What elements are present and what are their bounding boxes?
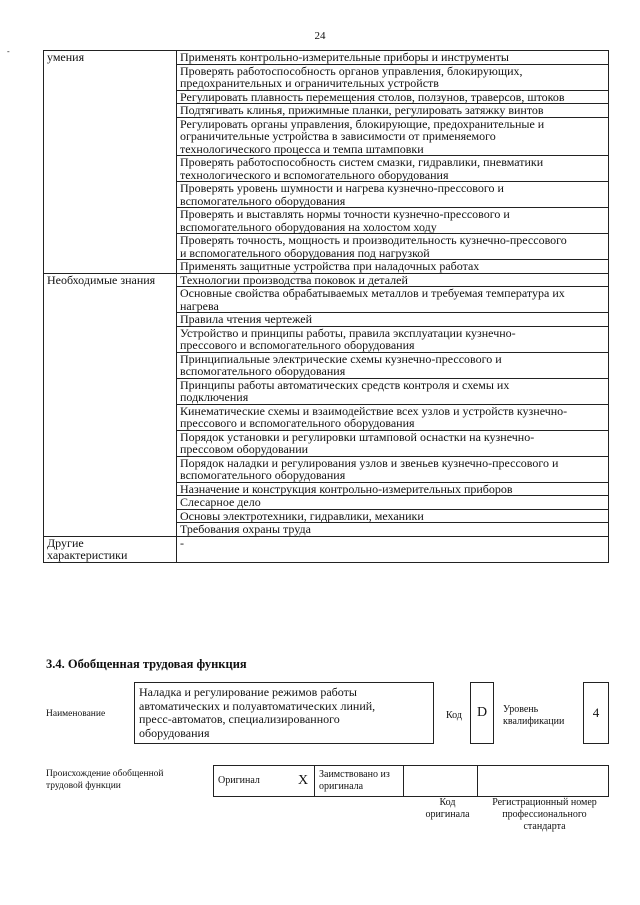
item-text-line: Назначение и конструкция контрольно-измерительных приборов [180,481,513,496]
function-name-line: Наладка и регулирование режимов работы [139,685,357,699]
item-cell [177,404,609,430]
original-label: Оригинал [214,766,293,797]
item-text-line: вспомогательного оборудования на холостом ходу [180,219,437,234]
row-group-label-line: характеристики [47,548,128,562]
item-text-line: Применять защитные устройства при наладочных работах [180,259,480,273]
skills-knowledge-table [43,50,609,563]
table-row [44,536,609,562]
origin-label-line: трудовой функции [46,781,121,791]
table-row [44,273,609,287]
item-text-line: прессового и вспомогательного оборудования [180,416,415,430]
item-text-line: Порядок установки и регулировки штамповой оснастки на кузнечно- [180,429,535,444]
item-cell [177,273,609,287]
item-text-line: Кинематические схемы и взаимодействие всех узлов и устройств кузнечно- [180,403,568,418]
original-code-cell [404,766,478,797]
qualification-level-value: 4 [583,682,609,744]
level-label-line: Уровень [503,704,539,715]
item-text-line: технологического и вспомогательного оборудования [180,167,449,182]
item-text-line: Правила чтения чертежей [180,312,313,326]
item-cell [177,104,609,118]
item-text-line: Технологии производства поковок и деталей [180,272,408,287]
item-text-line: нагрева [180,298,219,313]
table-row [44,51,609,65]
margin-mark: - [7,47,10,56]
origin-label-line: Происхождение обобщенной [46,769,164,779]
item-text-line: вспомогательного оборудования [180,193,346,208]
item-text-line: прессового и вспомогательного оборудования [180,338,415,352]
function-name-box [134,682,434,744]
function-name-line: оборудования [139,725,210,740]
item-cell [177,523,609,537]
section-title: 3.4. Обобщенная трудовая функция [46,657,247,671]
item-cell [177,496,609,510]
item-text-line: Проверять работоспособность органов управления, блокирующих, [180,63,523,78]
item-text-line: прессовом оборудовании [180,442,309,456]
qualification-level-label [503,704,583,728]
item-cell [177,430,609,456]
code-caption-line: Код [439,797,456,808]
item-text-line: Проверять уровень шумности и нагрева кузнечно-прессового и [180,181,504,195]
item-text-line: Основные свойства обрабатываемых металлов и требуемая температура их [180,286,565,300]
registration-caption [480,797,609,833]
item-text-line: Подтягивать клинья, прижимные планки, регулировать затяжку винтов [180,103,544,117]
item-cell [177,482,609,496]
row-group-label: Необходимые знания [44,273,177,536]
origin-label [46,768,164,792]
item-cell [177,326,609,352]
item-text-line: вспомогательного оборудования [180,364,346,378]
item-text-line: - [180,535,184,550]
borrowed-label [315,766,404,797]
row-group-label: умения [44,51,177,274]
item-cell [177,208,609,234]
item-cell [177,352,609,378]
item-text-line: подключения [180,390,249,404]
code-label: Код [446,710,462,721]
code-caption [410,797,485,821]
item-cell [177,156,609,182]
name-label: Наименование [46,709,106,719]
registration-number-cell [478,766,609,797]
item-text-line: предохранительных и ограничительных устройств [180,76,439,90]
level-label-line: квалификации [503,716,565,727]
item-text-line: Основы электротехники, гидравлики, механики [180,508,424,523]
item-cell [177,64,609,90]
item-cell [177,51,609,65]
code-caption-line: оригинала [425,809,470,820]
item-cell [177,182,609,208]
item-text-line: Регулировать органы управления, блокирующие, предохранительные и [180,116,545,131]
item-text-line: Проверять работоспособность систем смазки, гидравлики, пневматики [180,155,544,169]
original-mark: X [292,766,315,797]
registration-caption-line: стандарта [523,821,566,832]
item-text-line: вспомогательного оборудования [180,468,346,482]
item-cell [177,313,609,327]
item-cell [177,117,609,156]
item-text-line: Принципы работы автоматических средств контроля и схемы их [180,377,510,392]
borrowed-label-line: Заимствовано из [319,769,390,780]
item-text-line: ограничительные устройства в зависимости от применяемого [180,129,496,143]
item-text-line: Устройство и принципы работы, правила эксплуатации кузнечно- [180,325,516,340]
item-text-line: и вспомогательного оборудования под нагрузкой [180,245,430,260]
item-cell [177,509,609,523]
item-cell [177,378,609,404]
registration-caption-line: Регистрационный номер [492,797,597,808]
item-text-line: Слесарное дело [180,495,261,509]
item-cell [177,287,609,313]
item-text-line: Порядок наладки и регулирования узлов и звеньев кузнечно-прессового и [180,455,559,470]
page-number: 24 [314,30,326,42]
item-text-line: Применять контрольно-измерительные приборы и инструменты [180,50,509,64]
origin-table [213,765,609,797]
item-cell [177,90,609,104]
row-group-label-line: Другие [47,535,84,550]
borrowed-label-line: оригинала [319,781,364,792]
code-value: D [470,682,494,744]
function-name-line: пресс-автоматов, специализированного [139,712,340,726]
item-cell [177,260,609,274]
item-text-line: Проверять и выставлять нормы точности кузнечно-прессового и [180,207,510,221]
item-text-line: технологического процесса и темпа штамповки [180,141,424,156]
item-cell [177,456,609,482]
item-cell [177,234,609,260]
item-text-line: Требования охраны труда [180,522,311,536]
item-text-line: Принципиальные электрические схемы кузнечно-прессового и [180,351,502,366]
item-text-line: Проверять точность, мощность и производительность кузнечно-прессового [180,233,567,247]
item-text-line: Регулировать плавность перемещения столов, ползунов, траверсов, штоков [180,89,565,104]
function-name-line: автоматических и полуавтоматических линий, [139,698,376,713]
registration-caption-line: профессионального [502,809,587,820]
row-group-label [44,536,177,562]
item-cell [177,536,609,562]
